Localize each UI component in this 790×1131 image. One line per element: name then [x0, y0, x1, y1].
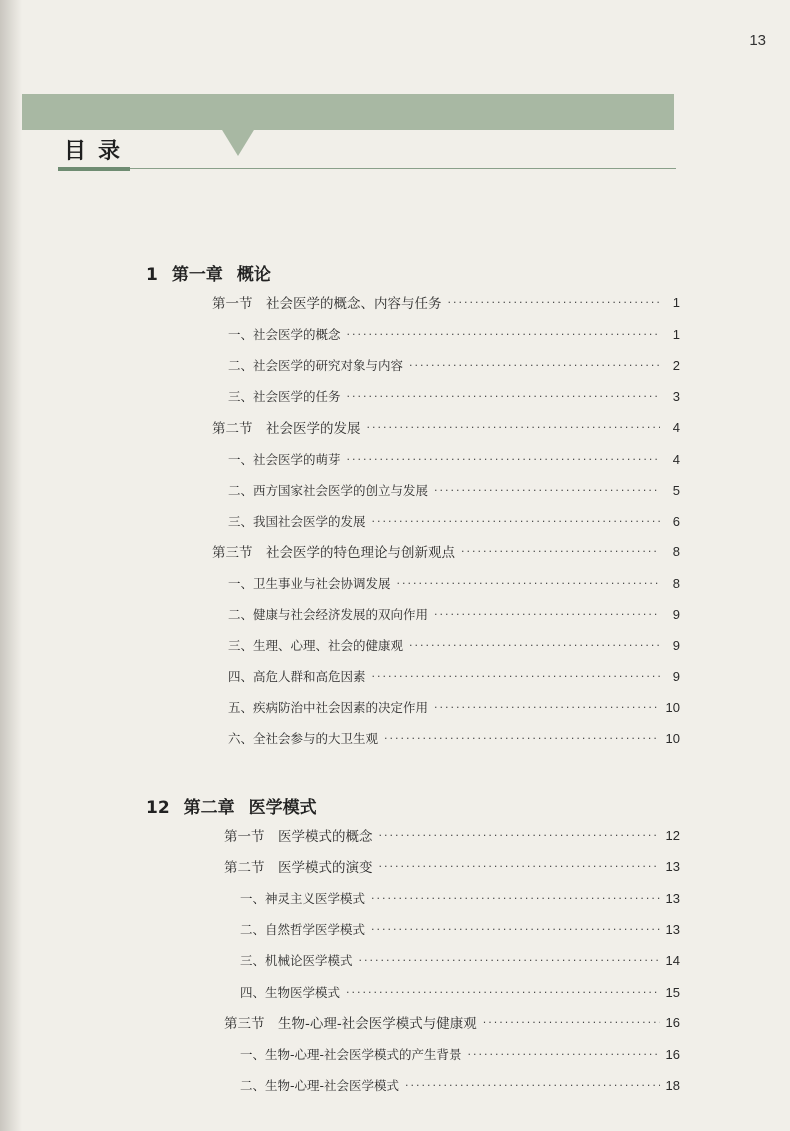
dot-leader: [405, 1079, 660, 1092]
chapter-title: 医学模式: [248, 798, 317, 818]
page-number: 13: [749, 32, 766, 49]
dot-leader: [367, 421, 661, 434]
dot-leader: [359, 954, 660, 967]
toc-title: 目录: [64, 139, 133, 164]
page-edge-shadow: [0, 0, 22, 1131]
item-title: 一、社会医学的概念: [228, 327, 341, 342]
dot-leader: [409, 639, 660, 652]
section-title: 社会医学的概念、内容与任务: [266, 296, 442, 312]
dot-leader: [379, 829, 660, 842]
toc-item-entry[interactable]: [228, 480, 680, 500]
section-label: 第三节: [224, 1016, 265, 1032]
dot-leader: [434, 701, 660, 714]
item-title: 四、高危人群和高危因素: [228, 669, 366, 684]
page-ref: 10: [665, 730, 680, 746]
page-ref: 14: [665, 952, 680, 968]
toc-section-entry[interactable]: [212, 292, 680, 312]
page-ref: 9: [672, 606, 680, 622]
dot-leader: [372, 670, 660, 683]
page-ref: 16: [665, 1046, 680, 1062]
page-ref: 3: [672, 388, 680, 404]
chapter-number: 1: [146, 265, 158, 285]
page-ref: 16: [665, 1014, 680, 1030]
page-ref: 13: [665, 921, 680, 937]
page-ref: 15: [665, 984, 680, 1000]
item-title: 二、生物-心理-社会医学模式: [240, 1078, 400, 1093]
toc-item-entry[interactable]: [228, 697, 680, 717]
chapter-heading: [146, 260, 271, 285]
dot-leader: [409, 359, 660, 372]
section-label: 第二节: [224, 860, 265, 876]
toc-item-entry[interactable]: [228, 728, 680, 748]
toc-section-entry[interactable]: [212, 417, 680, 437]
dot-leader: [434, 608, 660, 621]
page-ref: 9: [672, 637, 680, 653]
toc-section-entry[interactable]: [224, 825, 680, 845]
title-rule: [130, 168, 676, 169]
page-ref: 1: [672, 326, 680, 342]
title-underline-accent: [58, 167, 130, 171]
toc-item-entry[interactable]: [240, 1044, 680, 1064]
header-notch: [200, 94, 276, 156]
toc-item-entry[interactable]: [228, 355, 680, 375]
toc-item-entry[interactable]: [240, 982, 680, 1002]
toc-item-entry[interactable]: [240, 950, 680, 970]
dot-leader: [347, 453, 660, 466]
page-ref: 10: [665, 699, 680, 715]
chapter-label: 第二章: [183, 798, 235, 818]
page-ref: 1: [672, 294, 680, 310]
chapter-label: 第一章: [171, 265, 223, 285]
item-title: 三、机械论医学模式: [240, 953, 353, 968]
section-title: 医学模式的概念: [278, 829, 373, 845]
toc-item-entry[interactable]: [228, 324, 680, 344]
page-ref: 13: [665, 858, 680, 874]
dot-leader: [468, 1048, 660, 1061]
toc-item-entry[interactable]: [228, 449, 680, 469]
dot-leader: [347, 328, 660, 341]
dot-leader: [371, 892, 660, 905]
item-title: 三、我国社会医学的发展: [228, 514, 366, 529]
toc-item-entry[interactable]: [240, 1075, 680, 1095]
section-label: 第一节: [212, 296, 253, 312]
chapter-number: 12: [146, 798, 170, 818]
dot-leader: [448, 296, 661, 309]
page-ref: 18: [665, 1077, 680, 1093]
item-title: 三、生理、心理、社会的健康观: [228, 638, 404, 653]
toc-section-entry[interactable]: [212, 541, 680, 561]
dot-leader: [434, 484, 660, 497]
page-ref: 8: [672, 575, 680, 591]
dot-leader: [347, 390, 660, 403]
dot-leader: [346, 986, 660, 999]
item-title: 二、健康与社会经济发展的双向作用: [228, 607, 429, 622]
toc-section-entry[interactable]: [224, 856, 680, 876]
item-title: 四、生物医学模式: [240, 985, 341, 1000]
page-ref: 12: [665, 827, 680, 843]
item-title: 二、自然哲学医学模式: [240, 922, 366, 937]
toc-item-entry[interactable]: [228, 604, 680, 624]
item-title: 二、西方国家社会医学的创立与发展: [228, 483, 429, 498]
toc-item-entry[interactable]: [240, 888, 680, 908]
toc-item-entry[interactable]: [228, 635, 680, 655]
toc-item-entry[interactable]: [240, 919, 680, 939]
toc-item-entry[interactable]: [228, 666, 680, 686]
item-title: 一、卫生事业与社会协调发展: [228, 576, 391, 591]
page-ref: 5: [672, 482, 680, 498]
page-ref: 2: [672, 357, 680, 373]
dot-leader: [371, 923, 660, 936]
item-title: 三、社会医学的任务: [228, 389, 341, 404]
page-ref: 4: [672, 451, 680, 467]
section-title: 医学模式的演变: [278, 860, 373, 876]
toc-item-entry[interactable]: [228, 573, 680, 593]
dot-leader: [461, 545, 660, 558]
dot-leader: [379, 860, 660, 873]
header-band: [22, 94, 674, 130]
section-title: 生物-心理-社会医学模式与健康观: [278, 1016, 477, 1032]
page-ref: 13: [665, 890, 680, 906]
toc-item-entry[interactable]: [228, 511, 680, 531]
item-title: 一、生物-心理-社会医学模式的产生背景: [240, 1047, 462, 1062]
page-ref: 6: [672, 513, 680, 529]
section-title: 社会医学的特色理论与创新观点: [266, 545, 455, 561]
section-label: 第二节: [212, 421, 253, 437]
page-ref: 9: [672, 668, 680, 684]
section-label: 第三节: [212, 545, 253, 561]
section-title: 社会医学的发展: [266, 421, 361, 437]
page-ref: 4: [672, 419, 680, 435]
item-title: 一、神灵主义医学模式: [240, 891, 366, 906]
toc-section-entry[interactable]: [224, 1012, 680, 1032]
page-ref: 8: [672, 543, 680, 559]
item-title: 五、疾病防治中社会因素的决定作用: [228, 700, 429, 715]
item-title: 二、社会医学的研究对象与内容: [228, 358, 404, 373]
chapter-heading: [146, 793, 317, 818]
dot-leader: [483, 1016, 660, 1029]
dot-leader: [397, 577, 660, 590]
section-label: 第一节: [224, 829, 265, 845]
dot-leader: [372, 515, 660, 528]
item-title: 六、全社会参与的大卫生观: [228, 731, 379, 746]
item-title: 一、社会医学的萌芽: [228, 452, 341, 467]
dot-leader: [384, 732, 660, 745]
toc-item-entry[interactable]: [228, 386, 680, 406]
chapter-title: 概论: [236, 265, 271, 285]
